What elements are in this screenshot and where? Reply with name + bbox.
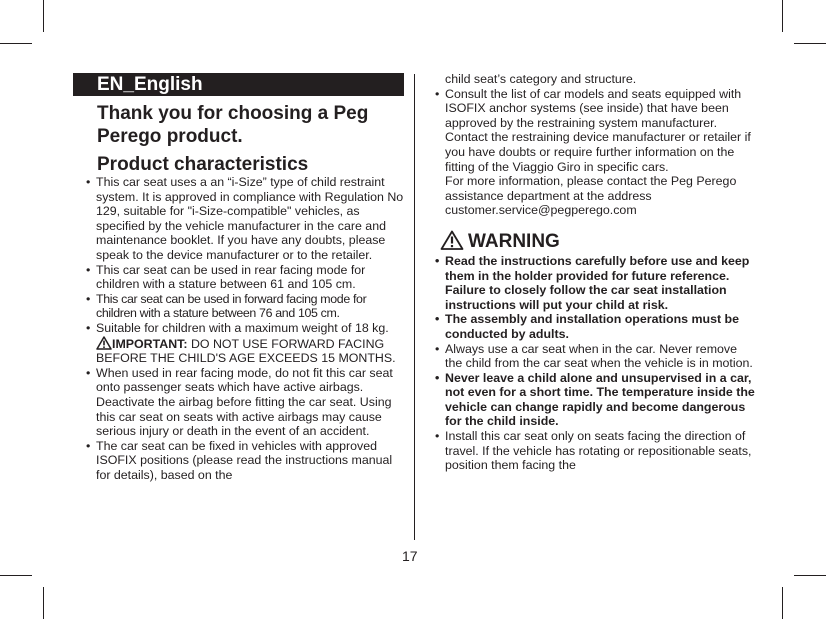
section-title: Product characteristics [97,154,309,175]
crop-mark [43,587,44,619]
list-item-text: Suitable for children with a maximum weight of 18 kg. [96,320,389,335]
list-item: • Install this car seat only on seats facing the direction of travel. If the vehicle has rotating or repositionable seats, position them facing the [435,429,755,473]
list-item: • Read the instructions carefully before use and keep them in the holder provided for future reference. Failure to closely follow the car seat installation instructions will put your child at risk. [435,254,755,312]
important-label: IMPORTANT: [112,336,188,351]
continued-text: child seat’s category and structure. [445,72,637,86]
list-item: • This car seat can be used in forward facing mode for children with a stature between 76 and 105 cm. [86,292,406,321]
left-column [86,175,406,482]
page-title: Thank you for choosing a Peg Perego product. [97,103,369,147]
warning-heading [440,230,755,253]
list-item: • Never leave a child alone and unsupervised in a car, not even for a short time. The temperature inside the vehicle can change rapidly and become dangerous for the child inside. [435,371,755,429]
warning-title: WARNING [468,230,560,252]
warnings-list [435,254,755,473]
list-item: • The car seat can be fixed in vehicles with approved ISOFIX positions (please read the instructions manual for details), based on the [86,439,406,483]
list-item: • This car seat can be used in rear facing mode for children with a stature between 61 and 105 cm. [86,263,406,292]
important-note [96,336,406,366]
info-text: For more information, please contact the Peg Perego assistance department at the address customer.service@pegperego.com [445,174,737,218]
list-item: • This car seat uses a an “i-Size” type of child restraint system. It is approved in compliance with Regulation No 129, suitable for "i-Size-compatible" vehicles, as specified by the vehicle manufacturer in the care and maintenance booklet. If you have any doubts, please speak to the device manufacturer or to the retailer. [86,175,406,263]
list-item: • Always use a car seat when in the car. Never remove the child from the car seat when the vehicle is in motion. [435,342,755,371]
crop-mark [782,0,783,32]
right-column [435,72,755,473]
warning-icon [96,336,112,350]
crop-mark [794,43,826,44]
list-item: • When used in rear facing mode, do not fit this car seat onto passenger seats which have active airbags. Deactivate the airbag before fitting the car seat. Using this car seat on seats with active airbags may cause serious injury or death in the event of an accident. [86,366,406,439]
column-divider [414,74,415,540]
important-text: DO NOT USE FORWARD FACING BEFORE THE CHILD'S AGE EXCEEDS 15 MONTHS. [96,336,396,366]
contact-text: Contact the restraining device manufacturer or retailer if you have doubts or require further information on the fitting of the Viaggio Giro in specific cars. [445,130,751,174]
page-number: 17 [402,548,418,564]
list-item [435,87,755,218]
list-item: • The assembly and installation operations must be conducted by adults. [435,312,755,341]
crop-mark [43,0,44,32]
warning-icon [440,230,464,250]
language-header-bar: EN_English [73,73,404,96]
crop-mark [0,575,32,576]
characteristics-list [86,175,406,482]
isofix-list [435,87,755,218]
list-item [86,321,406,366]
list-item-text: • Consult the list of car models and seats equipped with ISOFIX anchor systems (see inside) that have been approved by the restraining system manufacturer. [445,86,742,130]
crop-mark [782,587,783,619]
crop-mark [794,575,826,576]
crop-mark [0,43,32,44]
